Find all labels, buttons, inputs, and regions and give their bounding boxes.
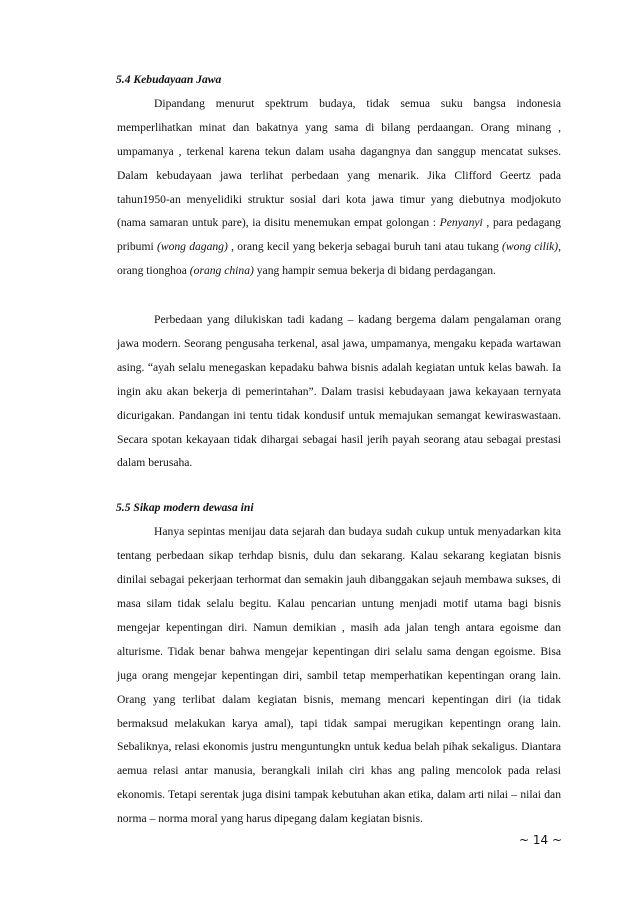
paragraph-spacer	[117, 283, 561, 307]
page-number: ~ 14 ~	[518, 833, 562, 847]
paragraph-kebudayaan-jawa-1	[117, 92, 561, 283]
paragraph-sikap-modern-1	[117, 520, 561, 831]
text-run: Dipandang menurut spektrum budaya, tidak semua suku bangsa indonesia memperlihatkan minat dan bakatnya yang sama di bilang perdaangan. Orang minang , umpamanya , terkenal karena tekun dalam usaha dagangnya dan sanggup mencatat sukses. Dalam kebudayaan jawa terlihat perbedaan yang menarik. Jika Clifford Geertz pada tahun1950-an menyelidiki struktur sosial dari kota jawa timur yang diebutnya modjokuto (nama samaran untuk pare), ia disitu menemukan empat golongan :	[117, 96, 561, 230]
page-content	[117, 68, 561, 831]
paragraph-kebudayaan-jawa-2	[117, 308, 561, 475]
italic-term-wong-cilik: (wong cilik),	[502, 240, 561, 254]
text-run: , orang kecil yang bekerja sebagai buruh tani atau tukang	[227, 240, 503, 254]
italic-term-penyanyi: Penyanyi	[439, 216, 483, 230]
text-run: orang tionghoa	[117, 264, 190, 278]
italic-term-wong-dagang: (wong dagang)	[156, 240, 228, 254]
section-heading-kebudayaan-jawa: 5.4 Kebudayaan Jawa	[116, 73, 222, 86]
text-run: , para pedagang pribumi	[117, 216, 561, 254]
section-heading-sikap-modern: 5.5 Sikap modern dewasa ini	[116, 501, 254, 515]
text-run: Perbedaan yang dilukiskan tadi kadang – kadang bergema dalam pengalaman orang jawa modern. Seorang pengusaha terkenal, asal jawa, umpamanya, mengaku kepada wartawan asing. “ayah selalu menegaskan kepadaku bahwa bisnis adalah kegiatan untuk kelas bawah. Ia ingin aku akan bekerja di pemerintahan”. Dalam trasisi kebudayaan jawa kekayaan ternyata dicurigakan. Pandangan ini tentu tidak kondusif untuk memajukan semangat kewiraswastaan. Secara spotan kekayaan tidak dihargai sebagai hasil jerih payah seorang atau sebagai prestasi dalam berusaha.	[117, 313, 561, 470]
text-run: Hanya sepintas menijau data sejarah dan budaya sudah cukup untuk menyadarkan kita tentang perbedaan sikap terhdap bisnis, dulu dan sekarang. Kalau sekarang kegiatan bisnis dinilai sebagai pekerjaan terhormat dan semakin jauh dibanggakan sejauh membawa sukses, di masa silam tidak selalu begitu. Kalau pencarian untung menjadi motif utama bagi bisnis mengejar kepentingan diri. Namun demikian , masih ada jalan tengh antara egoisme dan alturisme. Tidak benar bahwa mengejar kepentingan diri selalu sama dengan egoisme. Bisa juga orang mengejar kepentingan diri, sambil tetap memperhatikan kepentingan orang lain. Orang yang terlibat dalam kegiatan bisnis, memang mencari kepentingan diri (ia tidak bermaksud melakukan karya amal), tapi tidak sampai merugikan kepentingn orang lain. Sebaliknya, relasi ekonomis justru menguntungkn untuk kedua belah pihak sekaligus. Diantara aemua relasi antar manusia, berangkali inilah ciri khas ang paling mencolok pada relasi ekonomis. Tetapi serentak juga disini tampak kebutuhan akan etika, dalam arti nilai – nilai dan norma – norma moral yang harus dipegang dalam kegiatan bisnis.	[117, 525, 561, 826]
section-spacer	[117, 475, 561, 496]
italic-term-orang-china: (orang china)	[189, 264, 254, 278]
text-run: yang hampir semua bekerja di bidang perdagangan.	[253, 264, 496, 278]
